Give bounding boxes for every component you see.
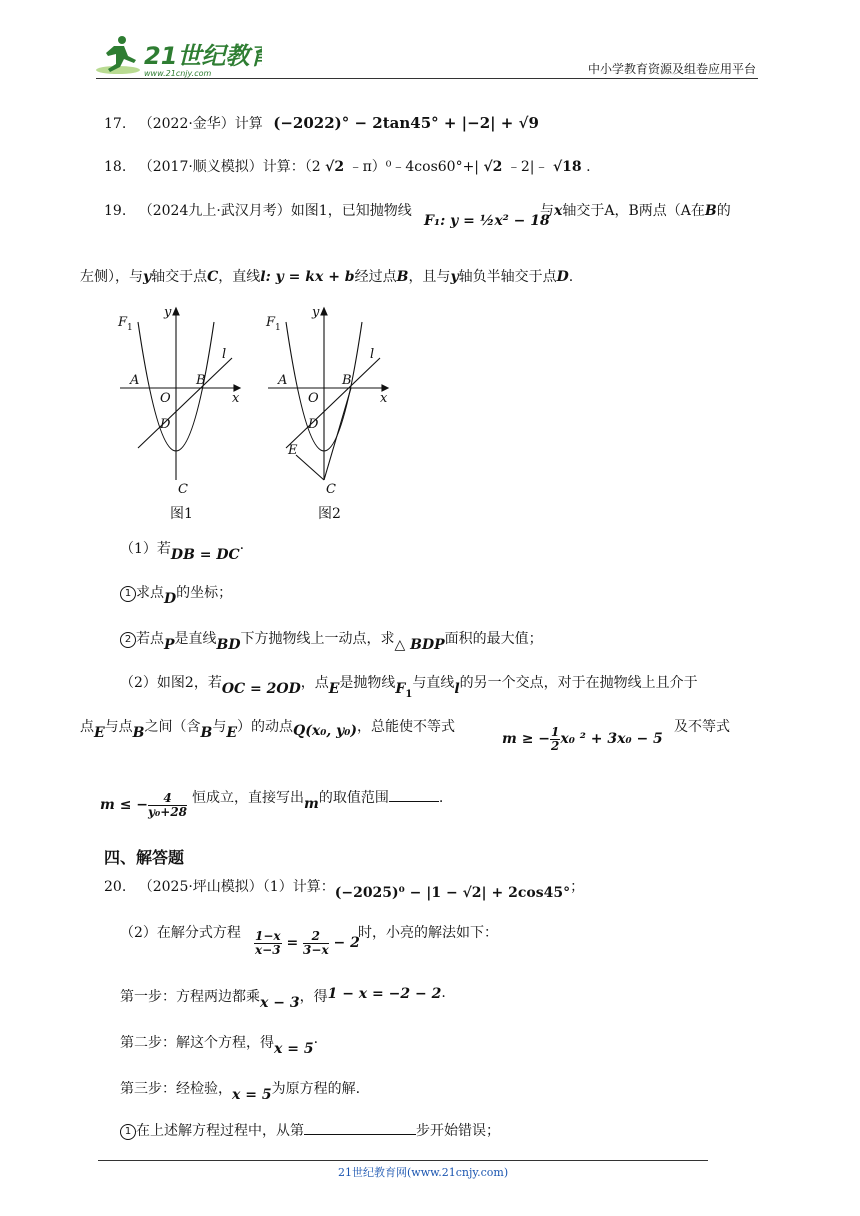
fig2-label-y: y [312,305,320,320]
q19-var-e: E [94,725,105,741]
q19-var-d: D [164,591,177,607]
fig1-label-x: x [232,391,240,406]
question-20 [104,876,585,901]
q19-part2-text: 与直线 [412,675,455,691]
q19-intro: （2024九上·武汉月考）如图1，已知抛物线 [138,203,412,219]
footer-divider [98,1160,708,1161]
q19-text-and: 及不等式 [674,719,730,735]
q18-root-2: √2 [483,159,503,175]
q19-var-f1: F [395,681,406,697]
q19-text: 与点 [104,719,133,735]
q19-text: 经过点 [354,269,397,285]
step1-dot: · [441,989,446,1005]
q19-sub-1 [120,582,233,607]
fig2-label-o: O [308,391,319,406]
header-divider [96,78,758,79]
q19-sub2-text: 是直线 [174,631,217,647]
step2-text: 第二步：解这个方程，得 [120,1035,274,1051]
q19-part2-condition: OC = 2OD [221,681,301,697]
q19-number: 19. [104,203,127,219]
q19-text: . [438,790,444,806]
q19-text: 轴交于A，B两点（A在 [562,203,705,219]
q20-part-2 [120,922,241,942]
fig1-y-arrow-icon [173,308,179,315]
fig1-label-a: A [130,373,140,388]
q19-text: 点 [80,719,94,735]
q18-root-3: √18 [552,159,582,175]
q19-var-l: l [454,681,460,697]
answer-blank[interactable] [389,801,439,802]
q20-semicolon: ； [570,879,585,895]
logo-runner-icon [92,34,262,78]
q20-text-when: 时，小亮的解法如下： [358,925,498,941]
q19-line-1 [104,200,412,220]
q19-text: 与 [540,203,554,219]
q19-figures [110,300,410,530]
fig1-label-d: D [160,417,171,432]
frac1-num: 1−x [255,929,281,943]
q19-var-bd: BD [216,637,241,653]
logo-url: www.21cnjy.com [144,69,212,78]
q19-var-b: B [132,725,145,741]
q20-q1-text: 在上述解方程过程中，从第 [136,1123,304,1139]
fig2-segment-cb [324,388,351,480]
fig2-label-f: F [266,315,276,330]
q19-part-2-line-3 [192,787,444,812]
q20-equation [254,930,360,956]
q19-var-y: y [450,269,459,285]
q18-number: 18. [104,159,127,175]
fig1-label-c: C [178,482,188,497]
fig2-y-arrow-icon [321,308,327,315]
step3-equation: x = 5 [232,1087,272,1103]
q19-sub1-text: 的坐标； [176,585,233,601]
q17-number: 17. [104,116,127,132]
fig1-label-b: B [196,373,206,388]
step2-dot: · [313,1035,319,1051]
q19-part2-text: ，点 [300,675,329,691]
fig1-label-f: F [118,315,128,330]
q20-step-1 [120,986,446,1011]
q19-text: 与 [212,719,227,735]
q19-text: ，且与 [408,269,451,285]
q19-line-2 [80,266,573,286]
q20-line1: （2025·坪山模拟）（1）计算： [138,879,335,895]
q20-step-3 [120,1078,361,1103]
fig1-caption: 图1 [170,506,193,522]
q19-text: 的 [716,203,731,219]
q19-text: . [568,269,574,285]
step1-text: ，得 [299,989,328,1005]
q17-source: （2022·金华）计算 [138,116,263,132]
answer-blank[interactable] [304,1134,416,1135]
section-title: 四、解答题 [104,848,185,867]
q19-var-b: B [704,203,717,219]
q18-text-a: （2017·顺义模拟）计算：（2 [138,159,321,175]
frac2-num: 2 [303,930,329,944]
q19-triangle: △ BDP [394,637,445,653]
ineq1-rhs: x₀ ² + 3x₀ − 5 [560,731,663,748]
step1-text: 第一步：方程两边都乘 [120,989,260,1005]
header-right-text: 中小学教育资源及组卷应用平台 [587,62,756,76]
q19-text: 轴负半轴交于点 [458,269,557,285]
frac2-den: 3−x [303,942,329,957]
q19-sub2-text: 下方抛物线上一动点，求 [240,631,395,647]
circled-number-icon: 1 [120,586,136,602]
q20-number: 20. [104,879,127,895]
q18-text-c: ﹣2|﹣ [506,159,549,175]
q19-text: 轴交于点 [151,269,208,285]
q18-text-d: . [586,159,591,175]
q19-sub2-text: 若点 [136,631,164,647]
fig1-label-y: y [164,305,172,320]
fig2-label-x: x [380,391,388,406]
q19-part1-text: （1）若 [120,541,171,557]
q19-var-d: D [556,269,569,285]
q19-part2-text: 的另一个交点，对于在抛物线上且介于 [459,675,698,691]
q19-part1-dot: · [239,541,245,557]
question-17 [104,113,539,133]
q19-sub-2 [120,628,543,653]
equals-sign: = [286,935,299,952]
ineq2-lhs: m ≤ − [100,797,149,814]
q19-var-b: B [396,269,409,285]
circled-number-icon: 1 [120,1124,136,1140]
minus-two: − 2 [333,935,360,952]
q19-var-x: x [554,203,563,219]
q19-part-2-line-2 [80,716,455,741]
frac1-den: x−3 [255,942,281,957]
q19-parabola: F₁: y = ½x² − 18 [424,213,550,229]
fig1-label-l: l [222,347,227,362]
fig2-label-d: D [308,417,319,432]
q19-var-b: B [200,725,213,741]
step3-text: 第三步：经检验， [120,1081,232,1097]
q19-text: 之间（含 [144,719,201,735]
fig2-line-l [286,358,380,448]
logo-text: 21世纪教育 [144,42,262,70]
q20-expression: (−2025)⁰ − |1 − √2| + 2cos45° [334,885,571,901]
q19-part2-text: （2）如图2，若 [120,675,222,691]
q17-expression: (−2022)° − 2tan45° + |−2| + √9 [273,114,539,132]
step1-multiplier: x − 3 [260,995,300,1011]
fig2-label-b: B [342,373,352,388]
fig2-label-e: E [288,443,298,458]
fig1-label-f-sub: 1 [127,323,133,333]
fig2-label-l: l [370,347,375,362]
q19-line-l: l: y = kx + b [260,269,355,285]
q20-text: （2）在解分式方程 [120,925,241,941]
q19-var-m: m [304,796,319,812]
q19-part-1 [120,538,245,563]
fig2-label-f-sub: 1 [275,323,281,333]
fig2-segment-ec [296,455,324,480]
q20-question-1 [120,1120,500,1140]
ineq2-num: 4 [148,792,187,806]
fig2-label-c: C [326,482,336,497]
q18-text-b: ﹣π）⁰﹣4cos60°+| [348,159,480,175]
circled-number-icon: 2 [120,632,136,648]
q19-part-2: （2）如图2，若OC = 2OD，点E是抛物线$F_1$与直线l的另一个交点，对于在抛物线上且介于 [120,675,698,700]
q19-text: 恒成立，直接写出 [192,790,304,806]
fig1-label-o: O [160,391,171,406]
q19-text: 的取值范围 [318,790,389,806]
step3-text: 为原方程的解. [271,1081,361,1097]
q19-text: 左侧），与 [80,269,143,285]
logo [92,34,262,78]
q19-var-c: C [207,269,219,285]
q19-point-q: Q(x₀, y₀) [293,723,357,739]
q19-var-e: E [328,681,340,697]
fig2-label-a: A [278,373,288,388]
q20-q1-text: 步开始错误； [416,1123,500,1139]
q19-part2-text: 是抛物线 [339,675,396,691]
q19-text: ，总能使不等式 [356,719,455,735]
q19-sub1-text: 求点 [136,585,164,601]
q19-inequality-1: m ≥ − $\frac{1}{2}$ x₀ ² + 3x₀ − 5 [502,725,663,753]
q20-step-2 [120,1032,319,1057]
question-18 [104,156,591,176]
footer-text: 21世纪教育网(www.21cnjy.com) [338,1166,509,1179]
step2-equation: x = 5 [274,1041,314,1057]
fig1-line-l [138,358,232,448]
step1-equation: 1 − x = −2 − 2 [327,986,442,1002]
q19-var-y: y [143,269,152,285]
q19-text: ）的动点 [237,719,294,735]
q19-var-p: P [164,637,175,653]
q19-text: ，直线 [218,269,261,285]
ineq2-den: y₀+28 [148,804,188,819]
q18-root-1: √2 [325,159,345,175]
q19-part1-condition: DB = DC [170,547,240,563]
ineq1-lhs: m ≥ − [502,731,551,748]
q19-inequality-2 [100,792,187,818]
q19-line-1b [540,200,731,220]
q19-var-e: E [226,725,238,741]
q19-sub2-text: 面积的最大值； [444,631,543,647]
fig2-caption: 图2 [318,506,341,522]
